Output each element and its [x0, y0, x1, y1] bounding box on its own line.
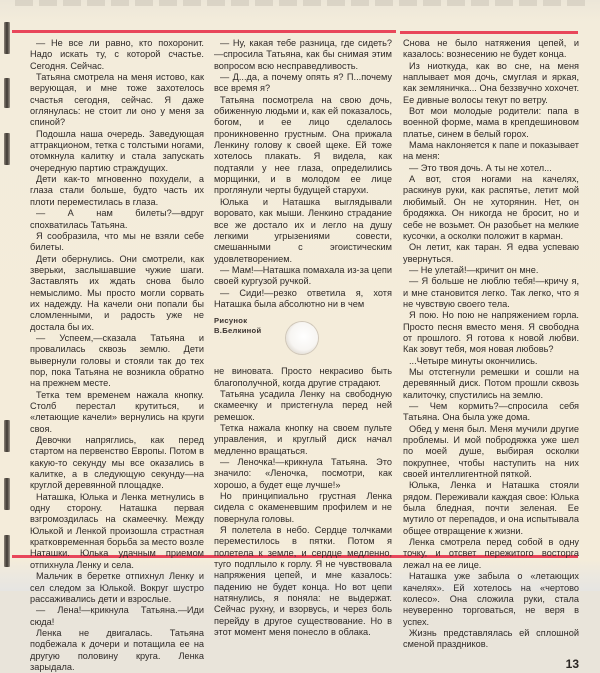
illustration-credit-row — [214, 316, 392, 360]
paragraph: Тетка тем временем нажала кнопку. Столб перестал крутиться, и «летающие качели» вернулись на круги своя. — [30, 389, 204, 434]
top-rule-right — [400, 31, 578, 34]
binding-hole — [4, 478, 10, 510]
paragraph: — Мам!—Наташка помахала из-за цепи своей кургузой ручкой. — [214, 264, 392, 287]
text-column-3 — [403, 38, 579, 651]
paragraph: Я пою. Но пою не напряжением горла. Просто песня вместо меня. Я свободна от прошлого. Я готова к новой любви. Как зовут тебя, моя новая любовь? — [403, 310, 579, 355]
paragraph: Он летит, как таран. Я едва успеваю увернуться. — [403, 242, 579, 264]
paragraph: Тетка нажала кнопку на своем пульте управления, и круглый диск начал медленно вращаться. — [214, 422, 392, 456]
bleed-through-text — [15, 0, 585, 6]
paragraph: Но принципиально грустная Ленка сидела с окаменевшим профилем и не повернула головы. — [214, 491, 392, 524]
paragraph: Я полетела в небо. Сердце толчками переместилось в пятки. Потом я полетела к земле, и сердце медленно, туго подплыло к горлу. Я не чувствовала напряжения цепей, и мне казалось: падению не будет конца. Но вот цепи натянулись, я поняла: не выдержат. Сейчас рухну, и взорвусь, и через боль перейду в другое существование. Но в этот момент меня понесло в облака. — [214, 525, 392, 638]
paragraph: Юлька и Наташка выглядывали воровато, как мыши. Ленкино страдание все же достало их и легло на душу легкими угрызениями совести, смешанными с эгоистическим удовлетворением. — [214, 196, 392, 264]
paragraph: Снова не было натяжения цепей, и казалось: вознесению не будет конца. — [403, 38, 579, 60]
binding-hole — [4, 420, 10, 452]
paragraph: ...Четыре минуты окончились. — [409, 355, 538, 366]
credit-artist: В.Белкиной — [214, 325, 262, 335]
paragraph: Дети обернулись. Они смотрели, как зверьки, заслышавшие чужие шаги. Заставлять их ждать снова было немыслимо. Мы просто могли сорвать их надежду. На качели они попали бы сломленными, и радость уже не достала бы их. — [30, 253, 204, 332]
paragraph: — Д...да, а почему опять я? П...почему все время я? — [214, 72, 392, 94]
paragraph: — Сиди!—резко ответила я, хотя Наташка была абсолютно ни в чем — [214, 287, 392, 309]
page-number: 13 — [565, 656, 579, 671]
paragraph: — Леночка!—крикнула Татьяна. Это значило: «Леночка, посмотри, как хорошо, а будет еще лучше!» — [214, 457, 392, 490]
credit-label: Рисунок — [214, 316, 248, 326]
paragraph: Из ниоткуда, как во сне, на меня наплывает моя дочь, смуглая и яркая, как земляничка... Она беззвучно хохочет. Ее дивные волосы текут по ветру. — [403, 60, 579, 105]
punched-hole — [286, 322, 318, 354]
paragraph: Девочки напряглись, как перед стартом на первенство Европы. Потом в какую-то секунду мы все оказались в калитке, а в следующую секунду—на круглой деревянной площадке. — [30, 435, 204, 491]
paragraph: — Ну, какая тебе разница, где сидеть?—спросила Татьяна, как бы снимая этим вопросом всю несправедливость. — [214, 38, 392, 71]
paragraph: Татьяна усадила Ленку на свободную скамеечку и пристегнула перед ней ремешок. — [214, 388, 392, 422]
paragraph: А вот, стоя ногами на качелях, раскинув руки, как распятье, летит мой любимый. Он не хуторянин. Нет, он бродяжка. Он никогда не бросит, но и себе не возьмет. Он разобьет на мелкие кусочки, а осколки положит в карман. — [403, 174, 579, 241]
paragraph: Дети как-то мгновенно похудели, а глаза стали больше, будто часть их плоти переместилась в глаза. — [30, 174, 204, 207]
text-column-2-top — [214, 38, 392, 310]
paragraph: Татьяна посмотрела на свою дочь, обиженную людьми и, как ей показалось, богом, и ее лицо сделалось проникновенно грустным. Она прижала Ленкину голову к своей щеке. Ей тоже хотелось плакать. Я видела, как подтаяли у нее глаза, определились морщинки, и в молодом ее лице проглянули черты будущей старухи. — [214, 94, 392, 196]
paragraph: Ленка смотрела перед собой в одну точку, и отсвет пережитого восторга лежал на ее лице. — [403, 537, 579, 570]
paragraph: — Лена!—крикнула Татьяна.—Иди сюда! — [30, 605, 204, 627]
paragraph: Ленка не двигалась. Татьяна подбежала к дочери и потащила ее на другую половину круга. Ленка зарыдала. — [30, 627, 204, 672]
illustration-credit — [214, 316, 282, 335]
binding-hole — [4, 78, 10, 108]
binding-hole-top — [4, 22, 10, 54]
paragraph: Обед у меня был. Меня мучили другие проблемы. И мой побродяжка уже шел по моей душе, выбирая осколки покрупнее, чтобы наступить на них своей интеллигентной пяткой. — [403, 423, 579, 480]
top-rule-left — [12, 30, 396, 33]
paragraph: — А нам билеты?—вдруг спохватилась Татьяна. — [30, 208, 204, 230]
paragraph: Жизнь представлялась ей сплошной сменой праздников. — [403, 627, 579, 650]
paragraph: Наташка, Юлька и Ленка метнулись в одну сторону. Наташка первая взгромоздилась на скамеечку. Между Юлькой и Ленкой произошла страстная кратковременная борьба за место возле Наташки. Юлька удачным приемом отпихнула Ленку и села. — [30, 491, 204, 570]
paragraph: — Чем кормить?—спросила себя Татьяна. Она была уже дома. — [403, 401, 579, 423]
paragraph: Юлька, Ленка и Наташка стояли рядом. Переживали каждая свое: Юлька была бледная, почти зеленая. Ее мутило от перепадов, и она испытывала общее отвращение к жизни. — [403, 480, 579, 536]
paragraph: Мы отстегнули ремешки и сошли на деревянный диск. Потом прошли сквозь калиточку, спустились на землю. — [403, 366, 579, 400]
paragraph: Татьяна смотрела на меня истово, как верующая, и мне тоже захотелось счастья сегодня, сейчас. Я даже оглянулась: не стоит ли оно у меня за спиной? — [30, 72, 204, 128]
paragraph: — Не улетай!—кричит он мне. — [409, 264, 539, 275]
paragraph: Мальчик в беретке отпихнул Ленку и сел следом за Юлькой. Вокруг шустро рассаживались дети и взрослые. — [30, 571, 204, 604]
paragraph: — Не все ли равно, кто похоронит. Надо искать ту, с которой счастье. Сегодня. Сейчас. — [30, 38, 204, 71]
binding-hole — [4, 133, 10, 165]
paragraph: Подошла наша очередь. Заведующая аттракционом, тетка с толстыми ногами, отомкнула калитку и стала запускать очередную партию страждущих. — [30, 128, 204, 173]
paragraph: — Я больше не люблю тебя!—кричу я, и мне становится легко. Так легко, что я не чувствую своего тела. — [403, 276, 579, 309]
paragraph: Мама наклоняется к папе и показывает на меня: — [403, 140, 579, 162]
text-column-1 — [30, 38, 204, 673]
text-column-2-bottom — [214, 366, 392, 638]
paragraph: — Это твоя дочь. А ты не хотел... — [409, 162, 552, 173]
paragraph: Вот мои молодые родители: папа в военной форме, мама в крепдешиновом платье, синем в белый горох. — [403, 106, 579, 139]
paragraph: — Успеем,—сказала Татьяна и провалилась сквозь землю. Дети вывернули головы и стояли так до тех пор, пока Татьяна не возникла обратно на прежнем месте. — [30, 332, 204, 389]
binding-hole — [4, 535, 10, 567]
column-3 — [403, 38, 579, 671]
paragraph: Наташка уже забыла о «летающих качелях». Ей хотелось на «чертово колесо». Она сложила руки, стала неуверенно торговаться, не веря в успех. — [403, 571, 579, 627]
paragraph: Я сообразила, что мы не взяли себе билеты. — [30, 230, 204, 253]
column-2 — [214, 38, 392, 639]
paragraph: не виновата. Просто некрасиво быть благополучной, когда другие страдают. — [214, 366, 392, 388]
